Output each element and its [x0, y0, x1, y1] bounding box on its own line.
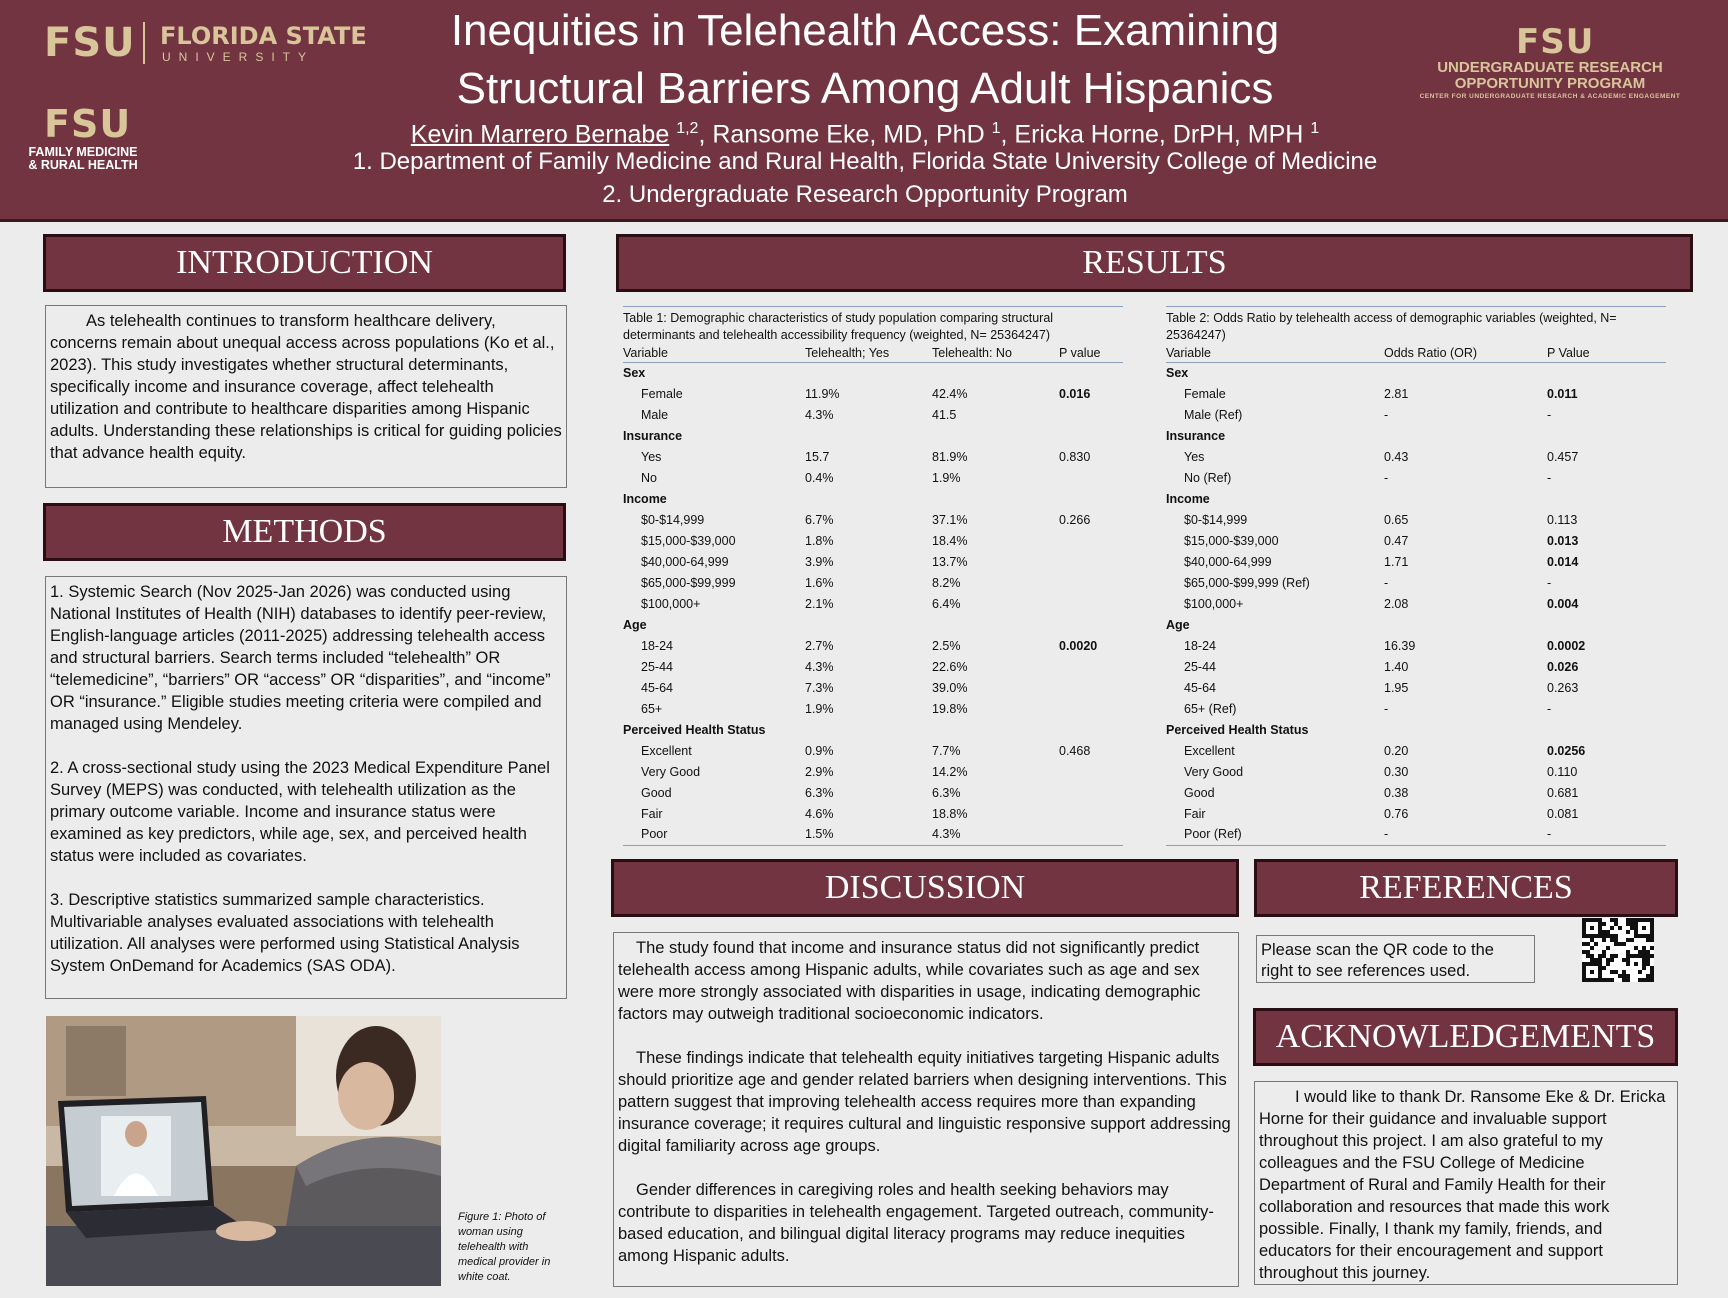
table-row	[623, 698, 1123, 719]
table-cell: 0.47	[1384, 533, 1409, 548]
table-cell: $40,000-64,999	[641, 554, 729, 569]
table-cell	[1059, 698, 1123, 719]
table-cell: Fair	[1184, 806, 1206, 821]
discussion-heading: DISCUSSION	[611, 859, 1239, 917]
uro-fsu-logo: FSU	[1516, 22, 1595, 62]
table-cell: 1.8%	[805, 533, 834, 548]
table-cell: Good	[1184, 785, 1215, 800]
poster-header	[0, 0, 1728, 222]
table-cell: 18.8%	[932, 806, 968, 821]
poster-title	[330, 2, 1400, 118]
table-cell	[1059, 824, 1123, 845]
table-cell: 39.0%	[932, 680, 968, 695]
table-cell: -	[1384, 407, 1389, 422]
table-cell: 0.43	[1384, 449, 1409, 464]
table-row	[623, 551, 1123, 572]
table-row	[1166, 698, 1666, 719]
uro-logo-line2: OPPORTUNITY PROGRAM	[1454, 75, 1646, 92]
table-cell	[1059, 761, 1123, 782]
table-row	[1166, 467, 1666, 488]
author-1: Kevin Marrero Bernabe	[410, 120, 670, 149]
table-cell: -	[1547, 407, 1552, 422]
table-cell: 0.0256	[1547, 743, 1586, 758]
uro-logo-text	[1400, 60, 1700, 102]
table-cell: 6.3%	[932, 785, 961, 800]
table-row	[623, 488, 1123, 509]
table-cell: Female	[1184, 386, 1226, 401]
author-2: , Ransome Eke, MD, PhD	[698, 120, 985, 149]
table-2-header-or: Odds Ratio (OR)	[1384, 344, 1547, 362]
table-cell: 3.9%	[805, 554, 834, 569]
table-cell: 0.113	[1547, 512, 1578, 527]
table-cell: $65,000-$99,999 (Ref)	[1184, 575, 1310, 590]
table-cell: $100,000+	[641, 596, 701, 611]
table-cell	[1059, 467, 1123, 488]
table-row	[623, 782, 1123, 803]
table-cell: 0.0002	[1547, 638, 1586, 653]
table-cell: 13.7%	[932, 554, 968, 569]
table-row	[1166, 425, 1666, 446]
table-row	[1166, 782, 1666, 803]
uro-logo-line1: UNDERGRADUATE RESEARCH	[1437, 59, 1663, 76]
table-row	[1166, 593, 1666, 614]
table-cell: 4.3%	[805, 659, 834, 674]
table-cell: Fair	[641, 806, 663, 821]
table-cell: 1.9%	[805, 701, 834, 716]
table-cell: 0.004	[1547, 596, 1579, 611]
table-cell: Poor	[641, 827, 668, 842]
table-cell: 45-64	[1184, 680, 1216, 695]
table-category: Sex	[623, 365, 646, 380]
table-category: Perceived Health Status	[623, 722, 766, 737]
table-cell: 1.5%	[805, 827, 834, 842]
table-category: Age	[1166, 617, 1190, 632]
table-cell: 1.95	[1384, 680, 1409, 695]
table-cell: 2.5%	[932, 638, 961, 653]
table-cell: Poor (Ref)	[1184, 827, 1242, 842]
table-cell: -	[1384, 701, 1389, 716]
table-cell: 0.30	[1384, 764, 1409, 779]
table-row	[623, 656, 1123, 677]
table-row	[1166, 362, 1666, 383]
table-category: Income	[623, 491, 667, 506]
table-row	[623, 824, 1123, 845]
table-row	[623, 362, 1123, 383]
table-cell: -	[1547, 701, 1552, 716]
methods-text	[45, 576, 567, 999]
table-cell: 0.468	[1059, 743, 1091, 758]
table-row	[1166, 740, 1666, 761]
table-row	[623, 677, 1123, 698]
table-cell: 18-24	[1184, 638, 1216, 653]
table-cell: 14.2%	[932, 764, 968, 779]
table-cell: 65+	[641, 701, 663, 716]
table-cell: $100,000+	[1184, 596, 1244, 611]
title-line2: Structural Barriers Among Adult Hispanics	[456, 64, 1274, 113]
results-heading: RESULTS	[616, 234, 1693, 292]
methods-p3: 3. Descriptive statistics summarized sample characteristics. Multivariable analyses evaluated associations with telehealth utilization. All analyses were performed using Statistical Analysis System OnDemand for Academics (SAS ODA).	[50, 891, 520, 975]
table-row	[1166, 383, 1666, 404]
table-cell: $15,000-$39,000	[641, 533, 736, 548]
table-cell: 11.9%	[805, 386, 840, 401]
table-row	[623, 572, 1123, 593]
table-cell: 2.81	[1384, 386, 1409, 401]
table-1	[623, 306, 1123, 846]
fsu-logo-divider	[143, 22, 145, 64]
table-cell: 0.013	[1547, 533, 1579, 548]
table-row	[1166, 677, 1666, 698]
fsu-wordmark: FLORIDA STATE	[160, 22, 367, 50]
discussion-p1: The study found that income and insurance status did not significantly predict telehealth access among Hispanic adults, while covariates such as age and sex were more strongly associated with disparities in usage, indicating demographic factors may outweigh traditional socioeconomic indicators.	[618, 939, 1201, 1023]
author-1-sup: 1,2	[676, 120, 699, 137]
table-cell	[1059, 530, 1123, 551]
author-3-sup: 1	[1310, 120, 1320, 137]
table-row	[1166, 551, 1666, 572]
table-cell: 81.9%	[932, 449, 968, 464]
table-cell: 0.830	[1059, 449, 1091, 464]
table-cell: 2.7%	[805, 638, 834, 653]
acknowledgements-text: I would like to thank Dr. Ransome Eke & Dr. Ericka Horne for their guidance and invaluable support throughout this project. I am also grateful to my colleagues and the FSU College of Medicine Department of Rural and Family Health for their collaboration and resources that made this work possible. Finally, I thank my family, friends, and educators for their encouragement and support throughout this journey.	[1254, 1081, 1678, 1285]
table-cell: No	[641, 470, 657, 485]
table-cell: 1.71	[1384, 554, 1409, 569]
table-row	[1166, 446, 1666, 467]
table-row	[623, 803, 1123, 824]
table-category: Insurance	[623, 428, 683, 443]
table-row	[1166, 572, 1666, 593]
discussion-p3: Gender differences in caregiving roles and health seeking behaviors may contribute to disparities in telehealth engagement. Targeted outreach, community-based education, and bilingual digital literacy programs may reduce inequities among Hispanic adults.	[618, 1181, 1214, 1265]
acknowledgements-heading: ACKNOWLEDGEMENTS	[1253, 1008, 1678, 1066]
table-cell: Male	[641, 407, 669, 422]
table-row	[623, 530, 1123, 551]
references-heading: REFERENCES	[1254, 859, 1678, 917]
table-cell	[1059, 572, 1123, 593]
table-row	[623, 719, 1123, 740]
table-cell: Very Good	[1184, 764, 1244, 779]
table-1-header-pvalue: P value	[1059, 344, 1123, 362]
table-cell: 18.4%	[932, 533, 968, 548]
table-cell: 0.110	[1547, 764, 1578, 779]
methods-heading: METHODS	[43, 503, 566, 561]
table-2-header-variable: Variable	[1166, 344, 1384, 362]
table-cell: Good	[641, 785, 672, 800]
table-row	[1166, 803, 1666, 824]
table-row	[1166, 404, 1666, 425]
table-cell: 41.5	[932, 407, 957, 422]
table-cell: Excellent	[1184, 743, 1235, 758]
table-row	[1166, 719, 1666, 740]
table-row	[1166, 530, 1666, 551]
fm-logo-text	[18, 146, 148, 172]
table-2-header-pvalue: P Value	[1547, 344, 1666, 362]
table-1-header-variable: Variable	[623, 344, 805, 362]
introduction-text: As telehealth continues to transform healthcare delivery, concerns remain about unequal access across populations (Ko et al., 2023). This study investigates whether structural determinants, specifically income and insurance coverage, affect telehealth utilization and contribute to healthcare disparities among Hispanic adults. Understanding these relationships is critical for guiding policies that advance health equity.	[45, 305, 567, 488]
table-row	[1166, 488, 1666, 509]
table-cell: 16.39	[1384, 638, 1416, 653]
table-cell: Female	[641, 386, 683, 401]
table-2-caption: Table 2: Odds Ratio by telehealth access of demographic variables (weighted, N= 25364247)	[1166, 306, 1666, 344]
table-row	[1166, 824, 1666, 845]
table-cell: 0.38	[1384, 785, 1409, 800]
table-cell: 0.263	[1547, 680, 1579, 695]
table-cell: Excellent	[641, 743, 692, 758]
table-cell: Yes	[641, 449, 662, 464]
table-cell: 18-24	[641, 638, 673, 653]
figure-caption: Figure 1: Photo of woman using telehealth with medical provider in white coat.	[458, 1211, 551, 1283]
affiliation-2: 2. Undergraduate Research Opportunity Program	[602, 181, 1128, 208]
telehealth-photo	[46, 1016, 441, 1286]
table-row	[623, 593, 1123, 614]
table-2-body	[1166, 362, 1666, 845]
table-cell: Very Good	[641, 764, 701, 779]
table-cell: 4.3%	[932, 827, 961, 842]
table-cell: $65,000-$99,999	[641, 575, 736, 590]
table-row	[623, 761, 1123, 782]
table-category: Age	[623, 617, 647, 632]
table-cell: -	[1547, 575, 1552, 590]
table-cell	[1059, 803, 1123, 824]
table-1-caption: Table 1: Demographic characteristics of study population comparing structural determinants and telehealth accessibility frequency (weighted, N= 25364247)	[623, 306, 1123, 344]
table-cell: 42.4%	[932, 386, 968, 401]
table-cell: $0-$14,999	[1184, 512, 1248, 527]
table-cell	[1059, 677, 1123, 698]
table-row	[1166, 509, 1666, 530]
table-cell: 0.014	[1547, 554, 1579, 569]
table-row	[623, 467, 1123, 488]
table-category: Sex	[1166, 365, 1189, 380]
table-cell: 0.65	[1384, 512, 1409, 527]
table-cell	[1059, 782, 1123, 803]
table-cell: 0.457	[1547, 449, 1579, 464]
table-cell: 65+ (Ref)	[1184, 701, 1237, 716]
table-cell: -	[1384, 575, 1389, 590]
table-row	[623, 509, 1123, 530]
table-row	[623, 425, 1123, 446]
table-cell: 0.011	[1547, 386, 1578, 401]
table-cell: 6.7%	[805, 512, 834, 527]
table-cell: 0.081	[1547, 806, 1579, 821]
fm-logo-line2: & RURAL HEALTH	[28, 158, 138, 172]
table-cell: 0.026	[1547, 659, 1579, 674]
table-row	[623, 404, 1123, 425]
table-cell: 22.6%	[932, 659, 968, 674]
table-cell: Yes	[1184, 449, 1205, 464]
table-row	[623, 614, 1123, 635]
table-cell: 19.8%	[932, 701, 968, 716]
table-cell: 2.9%	[805, 764, 834, 779]
table-cell: 7.7%	[932, 743, 961, 758]
table-row	[1166, 635, 1666, 656]
table-cell: Male (Ref)	[1184, 407, 1243, 422]
table-cell: -	[1384, 470, 1389, 485]
table-cell: 0.016	[1059, 386, 1091, 401]
table-cell: -	[1384, 827, 1389, 842]
title-line1: Inequities in Telehealth Access: Examining	[450, 6, 1280, 55]
table-cell: $0-$14,999	[641, 512, 705, 527]
references-text: Please scan the QR code to the right to see references used.	[1256, 935, 1535, 983]
table-cell: 2.08	[1384, 596, 1409, 611]
fm-logo-line1: FAMILY MEDICINE	[28, 145, 138, 159]
table-row	[623, 446, 1123, 467]
table-cell: 0.0020	[1059, 638, 1098, 653]
table-cell	[1059, 656, 1123, 677]
table-cell: 0.76	[1384, 806, 1409, 821]
table-cell	[1059, 551, 1123, 572]
table-cell: 7.3%	[805, 680, 834, 695]
table-row	[623, 635, 1123, 656]
table-category: Income	[1166, 491, 1210, 506]
uro-logo-line3: CENTER FOR UNDERGRADUATE RESEARCH & ACADEMIC ENGAGEMENT	[1419, 93, 1681, 100]
table-row	[623, 383, 1123, 404]
table-category: Perceived Health Status	[1166, 722, 1309, 737]
fm-fsu-logo: FSU	[44, 102, 132, 146]
table-cell: 37.1%	[932, 512, 968, 527]
table-cell: 0.4%	[805, 470, 834, 485]
table-cell: $40,000-64,999	[1184, 554, 1272, 569]
table-cell: 45-64	[641, 680, 673, 695]
table-cell: -	[1547, 470, 1552, 485]
author-2-sup: 1	[991, 120, 1001, 137]
table-cell: 8.2%	[932, 575, 961, 590]
table-row	[623, 740, 1123, 761]
fsu-logo: FSU	[44, 20, 136, 66]
table-1-body	[623, 362, 1123, 845]
table-cell: 0.20	[1384, 743, 1409, 758]
table-cell: 0.9%	[805, 743, 834, 758]
affiliation-1: 1. Department of Family Medicine and Rural Health, Florida State University College of Medicine	[352, 148, 1378, 175]
table-cell: 1.40	[1384, 659, 1409, 674]
qr-code-icon[interactable]	[1582, 918, 1654, 982]
table-cell: No (Ref)	[1184, 470, 1232, 485]
table-cell: 0.266	[1059, 512, 1091, 527]
table-2	[1166, 306, 1666, 846]
table-category: Insurance	[1166, 428, 1226, 443]
author-3: , Ericka Horne, DrPH, MPH	[1000, 120, 1304, 149]
table-cell: 1.9%	[932, 470, 961, 485]
methods-p2: 2. A cross-sectional study using the 2023 Medical Expenditure Panel Survey (MEPS) was conducted, with telehealth utilization as the primary outcome variable. Income and insurance status were examined as key predictors, while age, sex, and perceived health status were included as covariates.	[50, 759, 550, 865]
table-cell: 4.6%	[805, 806, 834, 821]
table-row	[1166, 761, 1666, 782]
table-row	[1166, 656, 1666, 677]
table-cell: 2.1%	[805, 596, 834, 611]
table-cell: 4.3%	[805, 407, 834, 422]
discussion-p2: These findings indicate that telehealth equity initiatives targeting Hispanic adults should prioritize age and gender related barriers when designing interventions. This pattern suggest that improving telehealth access requires more than expanding insurance coverage; it requires cultural and linguistic responsive support addressing digital familiarity across age groups.	[618, 1049, 1231, 1155]
table-cell: 6.4%	[932, 596, 961, 611]
table-cell: 0.681	[1547, 785, 1579, 800]
table-cell	[1059, 404, 1123, 425]
table-cell: 1.6%	[805, 575, 834, 590]
table-cell: 15.7	[805, 449, 830, 464]
table-cell	[1059, 593, 1123, 614]
table-cell: -	[1547, 827, 1552, 842]
discussion-text	[613, 932, 1239, 1287]
table-row	[1166, 614, 1666, 635]
table-cell: $15,000-$39,000	[1184, 533, 1279, 548]
introduction-heading: INTRODUCTION	[43, 234, 566, 292]
table-1-header-no: Telehealth: No	[932, 344, 1059, 362]
fsu-university-text: UNIVERSITY	[162, 50, 315, 64]
methods-p1: 1. Systemic Search (Nov 2025-Jan 2026) was conducted using National Institutes of Health (NIH) databases to identify peer-review, English-language articles (2011-2025) addressing telehealth access and structural barriers. Search terms included “telehealth” OR “telemedicine”, “barriers” OR “access” OR “disparities”, and “income” OR “insurance.” Eligible studies meeting criteria were compiled and managed using Mendeley.	[50, 583, 551, 733]
table-cell: 25-44	[1184, 659, 1216, 674]
table-1-header-yes: Telehealth; Yes	[805, 344, 932, 362]
table-cell: 6.3%	[805, 785, 834, 800]
table-cell: 25-44	[641, 659, 673, 674]
